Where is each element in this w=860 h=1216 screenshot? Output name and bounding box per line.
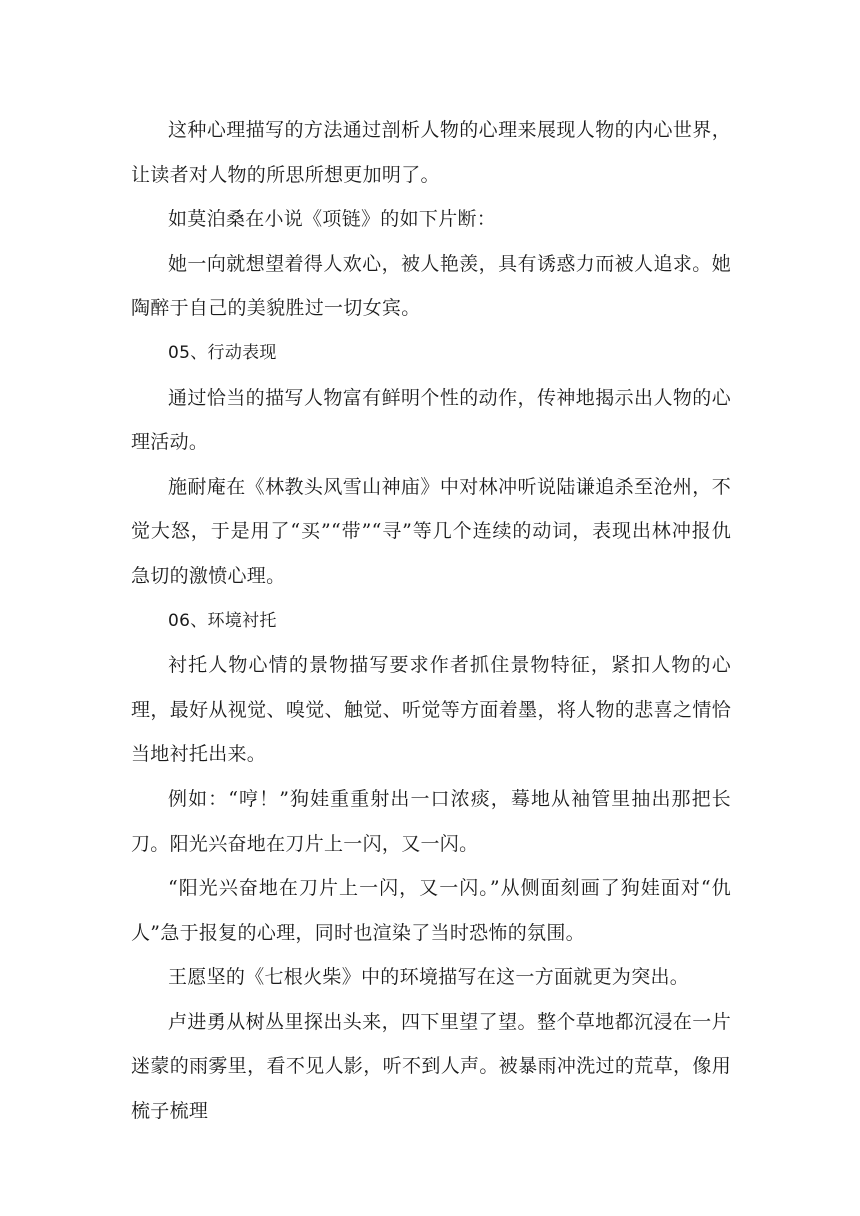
section-heading: 06、环境衬托: [168, 610, 277, 631]
paragraph: 卢进勇从树丛里探出头来，四下里望了望。整个草地都沉浸在一片迷蒙的雨雾里，看不见人影，听不到人声。被暴雨冲洗过的荒草，像用梳子梳理: [131, 1010, 731, 1123]
paragraph: 衬托人物心情的景物描写要求作者抓住景物特征，紧扣人物的心理，最好从视觉、嗅觉、触觉、听觉等方面着墨，将人物的悲喜之情恰当地衬托出来。: [131, 654, 731, 766]
paragraph: 施耐庵在《林教头风雪山神庙》中对林冲听说陆谦追杀至沧州，不觉大怒，于是用了“买”“带”“寻”等几个连续的动词，表现出林冲报仇急切的激愤心理。: [131, 475, 731, 587]
document-body: [131, 108, 731, 1134]
paragraph: 王愿坚的《七根火柴》中的环境描写在这一方面就更为突出。: [168, 966, 690, 989]
paragraph: 她一向就想望着得人欢心，被人艳羡，具有诱惑力而被人追求。她陶醉于自己的美貌胜过一切女宾。: [131, 252, 731, 320]
paragraph: “阳光兴奋地在刀片上一闪，又一闪。”从侧面刻画了狗娃面对“仇人”急于报复的心理，同时也渲染了当时恐怖的氛围。: [131, 877, 731, 944]
paragraph: 通过恰当的描写人物富有鲜明个性的动作，传神地揭示出人物的心理活动。: [131, 386, 731, 454]
paragraph: 例如：“哼！”狗娃重重射出一口浓痰，蓦地从袖管里抽出那把长刀。阳光兴奋地在刀片上一闪，又一闪。: [131, 787, 731, 855]
paragraph: 如莫泊桑在小说《项链》的如下片断：: [168, 208, 497, 231]
paragraph: 这种心理描写的方法通过剖析人物的心理来展现人物的内心世界，让读者对人物的所思所想更加明了。: [131, 119, 731, 186]
section-heading: 05、行动表现: [168, 342, 277, 363]
